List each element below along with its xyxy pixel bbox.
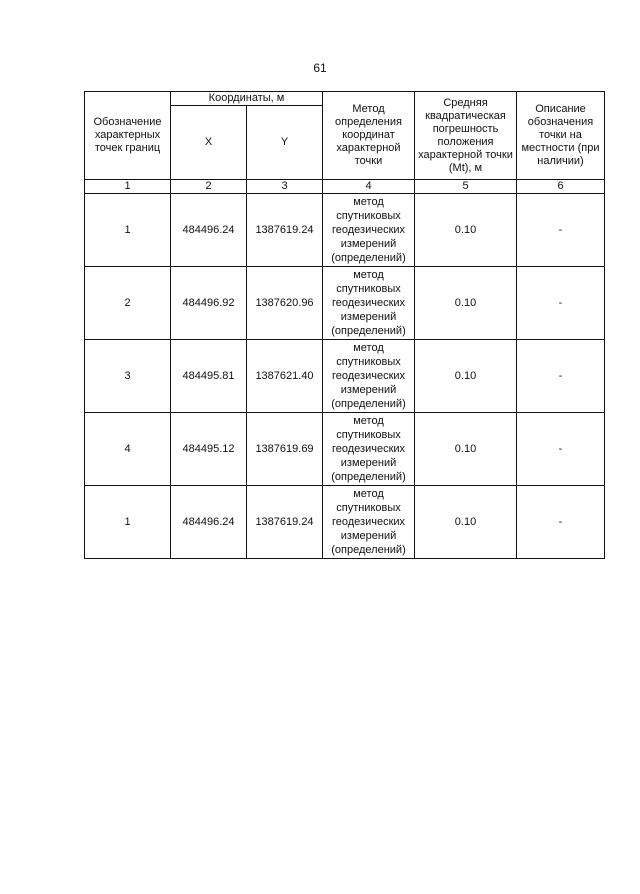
- header-y: Y: [247, 106, 323, 180]
- y-cell: 1387619.24: [247, 486, 323, 559]
- table-row: [85, 486, 605, 559]
- header-coordinates: Координаты, м: [171, 92, 323, 106]
- y-cell: 1387619.24: [247, 194, 323, 267]
- description-cell: -: [517, 340, 605, 413]
- method-cell: метод спутниковых геодезических измерений (определений): [323, 267, 415, 340]
- point-cell: 2: [85, 267, 171, 340]
- column-number: 3: [247, 180, 323, 194]
- error-cell: 0.10: [415, 413, 517, 486]
- error-cell: 0.10: [415, 340, 517, 413]
- point-cell: 1: [85, 486, 171, 559]
- description-cell: -: [517, 413, 605, 486]
- point-cell: 3: [85, 340, 171, 413]
- y-cell: 1387619.69: [247, 413, 323, 486]
- table-row: [85, 267, 605, 340]
- x-cell: 484495.12: [171, 413, 247, 486]
- error-cell: 0.10: [415, 194, 517, 267]
- header-x: X: [171, 106, 247, 180]
- description-cell: -: [517, 194, 605, 267]
- x-cell: 484495.81: [171, 340, 247, 413]
- table-row: [85, 340, 605, 413]
- method-cell: метод спутниковых геодезических измерений (определений): [323, 194, 415, 267]
- column-number-row: [85, 180, 605, 194]
- x-cell: 484496.92: [171, 267, 247, 340]
- header-method: Метод определения координат характерной точки: [323, 92, 415, 180]
- x-cell: 484496.24: [171, 486, 247, 559]
- column-number: 1: [85, 180, 171, 194]
- coordinates-table: [84, 91, 605, 559]
- error-cell: 0.10: [415, 267, 517, 340]
- point-cell: 4: [85, 413, 171, 486]
- column-number: 6: [517, 180, 605, 194]
- x-cell: 484496.24: [171, 194, 247, 267]
- header-description: Описание обозначения точки на местности (при наличии): [517, 92, 605, 180]
- y-cell: 1387620.96: [247, 267, 323, 340]
- description-cell: -: [517, 267, 605, 340]
- header-error: Средняя квадратическая погрешность положения характерной точки (Mt), м: [415, 92, 517, 180]
- column-number: 2: [171, 180, 247, 194]
- column-number: 5: [415, 180, 517, 194]
- table-row: [85, 194, 605, 267]
- column-number: 4: [323, 180, 415, 194]
- method-cell: метод спутниковых геодезических измерений (определений): [323, 486, 415, 559]
- y-cell: 1387621.40: [247, 340, 323, 413]
- method-cell: метод спутниковых геодезических измерений (определений): [323, 340, 415, 413]
- table-row: [85, 413, 605, 486]
- point-cell: 1: [85, 194, 171, 267]
- description-cell: -: [517, 486, 605, 559]
- page-number: 61: [313, 61, 327, 75]
- header-point-designation: Обозначение характерных точек границ: [85, 92, 171, 180]
- method-cell: метод спутниковых геодезических измерений (определений): [323, 413, 415, 486]
- error-cell: 0.10: [415, 486, 517, 559]
